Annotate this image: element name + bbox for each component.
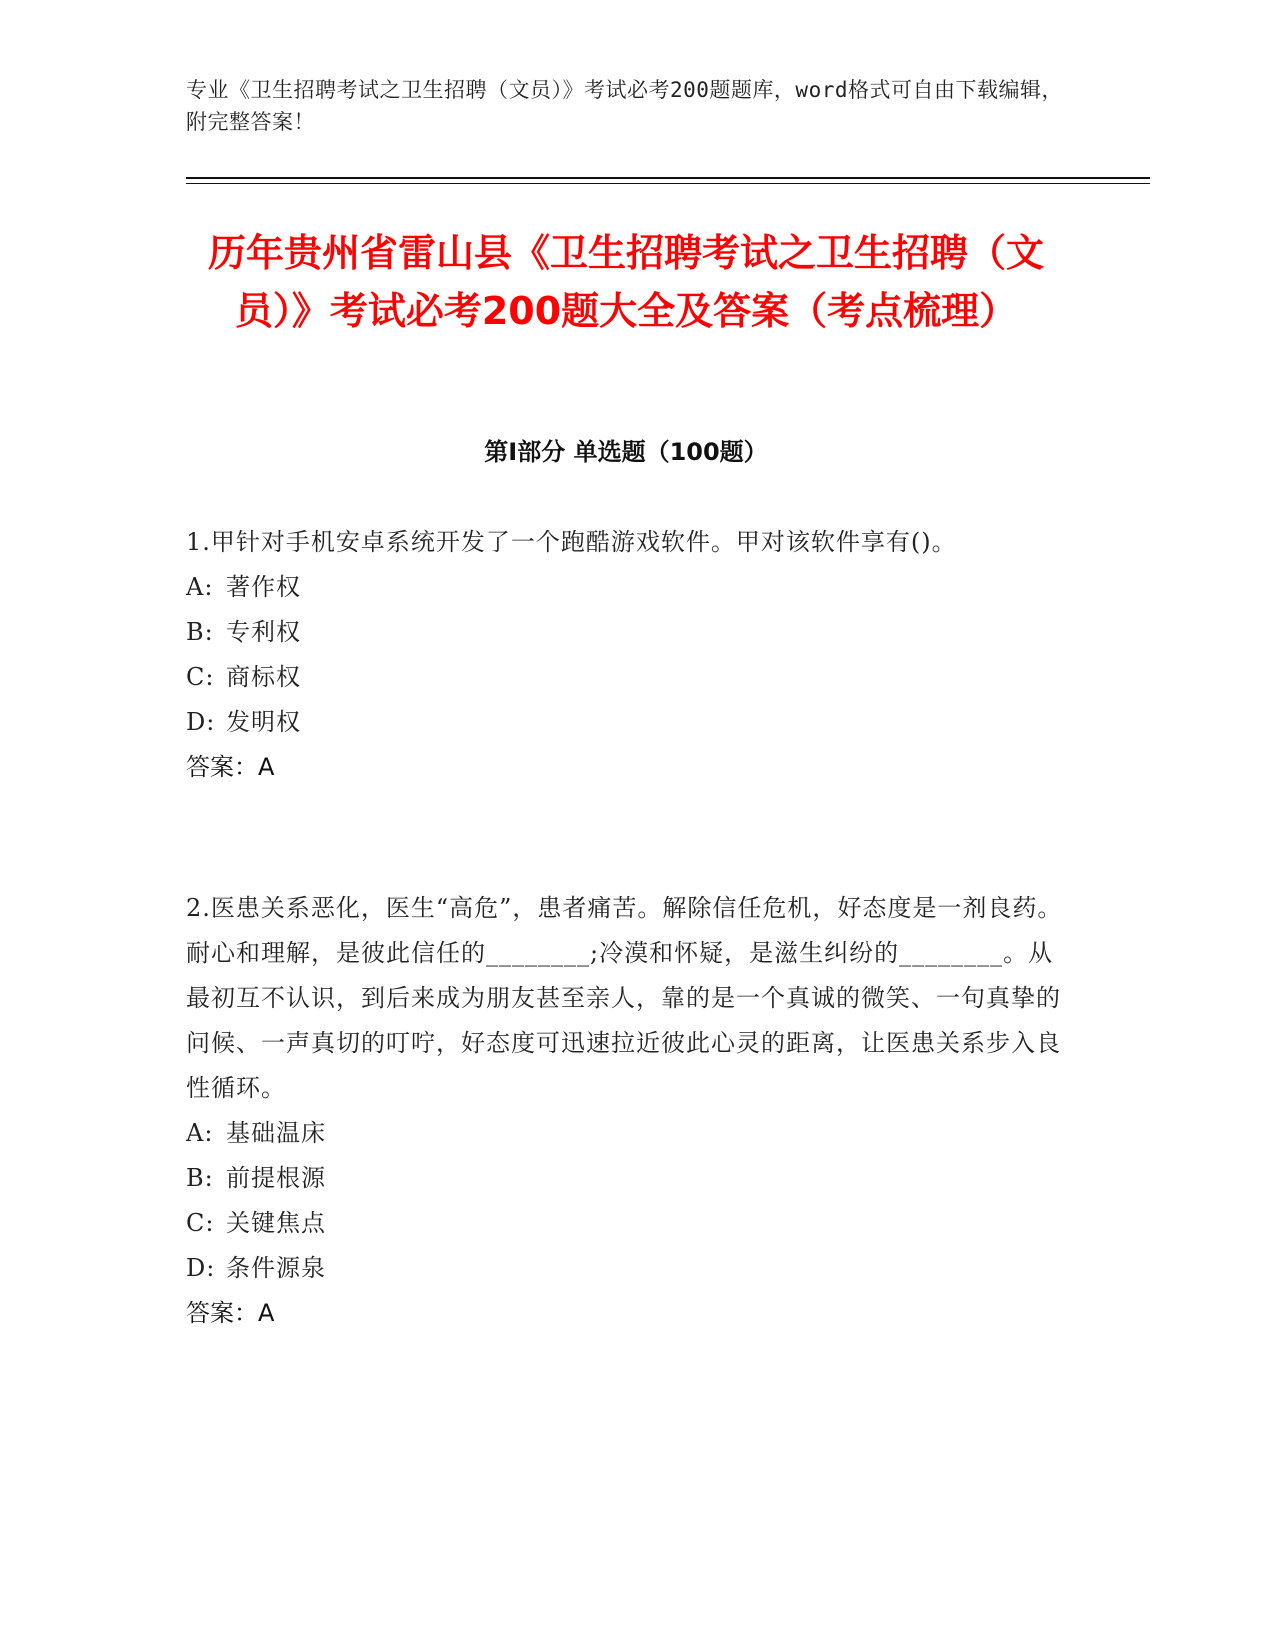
answer-line (186, 1291, 1066, 1336)
answer-value: A (258, 1299, 275, 1327)
header-note: 专业《卫生招聘考试之卫生招聘（文员）》考试必考200题题库，word格式可自由下载编辑，附完整答案！ (186, 78, 1063, 134)
question-2 (186, 886, 1066, 1336)
option-key: C: (186, 1209, 215, 1237)
option-text: 关键焦点 (226, 1209, 326, 1237)
option-key: D: (186, 708, 216, 736)
question-1 (186, 520, 1066, 790)
option-text: 商标权 (226, 663, 301, 691)
header-rule-thin (186, 183, 1150, 184)
answer-value: A (258, 753, 275, 781)
answer-line (186, 745, 1066, 790)
option-c (186, 1201, 1066, 1246)
option-key: B: (186, 618, 214, 646)
option-key: A: (186, 1119, 214, 1147)
option-key: C: (186, 663, 215, 691)
option-text: 条件源泉 (226, 1254, 326, 1282)
option-text: 著作权 (226, 573, 301, 601)
document-title: 历年贵州省雷山县《卫生招聘考试之卫生招聘（文员）》考试必考200题大全及答案（考点梳理） (207, 231, 1044, 333)
option-c (186, 655, 1066, 700)
answer-label: 答案： (186, 753, 258, 781)
option-key: B: (186, 1164, 214, 1192)
option-b (186, 1156, 1066, 1201)
option-a (186, 1111, 1066, 1156)
option-text: 发明权 (226, 708, 301, 736)
option-key: D: (186, 1254, 216, 1282)
option-a (186, 565, 1066, 610)
header-rule-thick (186, 177, 1150, 179)
option-text: 基础温床 (226, 1119, 326, 1147)
question-stem: 1.甲针对手机安卓系统开发了一个跑酷游戏软件。甲对该软件享有()。 (186, 528, 957, 556)
option-key: A: (186, 573, 214, 601)
answer-label: 答案： (186, 1299, 258, 1327)
option-b (186, 610, 1066, 655)
option-d (186, 700, 1066, 745)
option-text: 前提根源 (226, 1164, 326, 1192)
option-text: 专利权 (226, 618, 301, 646)
option-d (186, 1246, 1066, 1291)
question-stem: 2.医患关系恶化，医生“高危”，患者痛苦。解除信任危机，好态度是一剂良药。耐心和理解，是彼此信任的________;冷漠和怀疑，是滋生纠纷的________。从最初互不认识，到后来成为朋友甚至亲人，靠的是一个真诚的微笑、一句真挚的问候、一声真切的叮咛，好态度可迅速拉近彼此心灵的距离，让医患关系步入良性循环。 (186, 894, 1063, 1102)
section-title: 第Ⅰ部分 单选题（100题） (484, 438, 768, 466)
